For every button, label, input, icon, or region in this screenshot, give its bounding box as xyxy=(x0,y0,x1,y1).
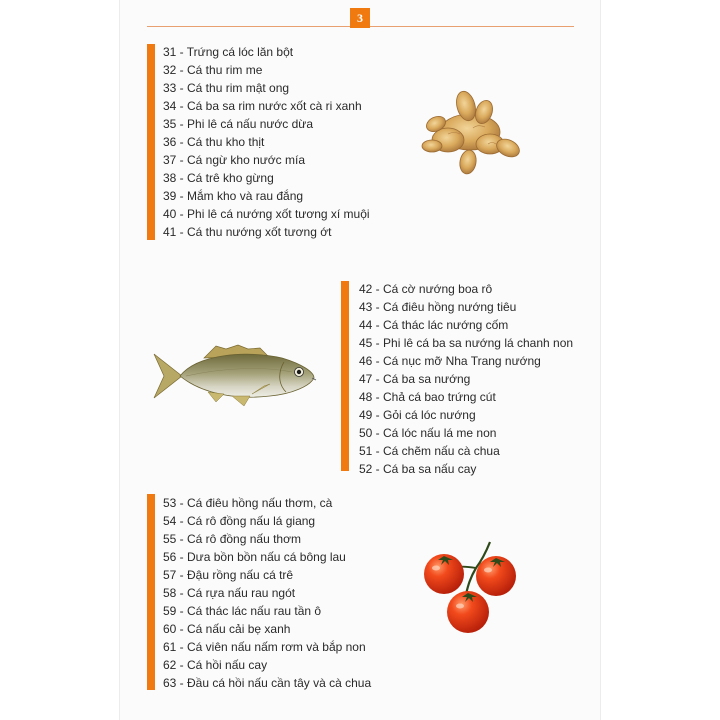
list-item: 35 - Phi lê cá nấu nước dừa xyxy=(163,117,314,131)
recipe-list-3 xyxy=(163,494,371,692)
list-item: 59 - Cá thác lác nấu rau tần ô xyxy=(163,604,322,618)
list-item: 53 - Cá điêu hồng nấu thơm, cà xyxy=(163,496,333,510)
list-item: 57 - Đậu rồng nấu cá trê xyxy=(163,568,294,582)
section-bar-2 xyxy=(341,281,349,471)
list-item: 39 - Mắm kho và rau đắng xyxy=(163,189,304,203)
list-item: 36 - Cá thu kho thịt xyxy=(163,135,265,149)
list-item: 49 - Gỏi cá lóc nướng xyxy=(359,408,476,422)
list-item: 56 - Dưa bồn bồn nấu cá bông lau xyxy=(163,550,346,564)
list-item: 45 - Phi lê cá ba sa nướng lá chanh non xyxy=(359,336,574,350)
list-item: 31 - Trứng cá lóc lăn bột xyxy=(163,45,294,59)
list-item: 40 - Phi lê cá nướng xốt tương xí muội xyxy=(163,207,370,221)
list-item: 38 - Cá trê kho gừng xyxy=(163,171,274,185)
section-bar-3 xyxy=(147,494,155,690)
recipe-list-1 xyxy=(163,43,370,241)
list-item: 52 - Cá ba sa nấu cay xyxy=(359,462,477,476)
list-item: 60 - Cá nấu cải bẹ xanh xyxy=(163,622,291,636)
list-item: 51 - Cá chẽm nấu cà chua xyxy=(359,444,500,458)
list-item: 55 - Cá rô đồng nấu thơm xyxy=(163,532,301,546)
list-item: 58 - Cá rựa nấu rau ngót xyxy=(163,586,296,600)
page-number: 3 xyxy=(350,8,370,28)
section-bar-1 xyxy=(147,44,155,240)
list-item: 43 - Cá điêu hồng nướng tiêu xyxy=(359,300,517,314)
list-item: 41 - Cá thu nướng xốt tương ớt xyxy=(163,225,332,239)
list-item: 50 - Cá lóc nấu lá me non xyxy=(359,426,497,440)
list-item: 47 - Cá ba sa nướng xyxy=(359,372,471,386)
list-item: 34 - Cá ba sa rim nước xốt cà ri xanh xyxy=(163,99,362,113)
list-item: 62 - Cá hồi nấu cay xyxy=(163,658,268,672)
ginger-icon xyxy=(418,84,524,180)
list-item: 44 - Cá thác lác nướng cốm xyxy=(359,318,509,332)
list-item: 37 - Cá ngừ kho nước mía xyxy=(163,153,305,167)
list-item: 63 - Đầu cá hồi nấu cần tây và cà chua xyxy=(163,676,372,690)
list-item: 46 - Cá nục mỡ Nha Trang nướng xyxy=(359,354,541,368)
fish-icon xyxy=(152,340,318,408)
list-item: 32 - Cá thu rim me xyxy=(163,63,263,77)
list-item: 42 - Cá cờ nướng boa rô xyxy=(359,282,493,296)
recipe-list-2 xyxy=(359,280,573,478)
list-item: 33 - Cá thu rim mật ong xyxy=(163,81,290,95)
tomatoes-icon xyxy=(420,538,520,638)
list-item: 48 - Chả cá bao trứng cút xyxy=(359,390,496,404)
list-item: 54 - Cá rô đồng nấu lá giang xyxy=(163,514,316,528)
list-item: 61 - Cá viên nấu nấm rơm và bắp non xyxy=(163,640,366,654)
